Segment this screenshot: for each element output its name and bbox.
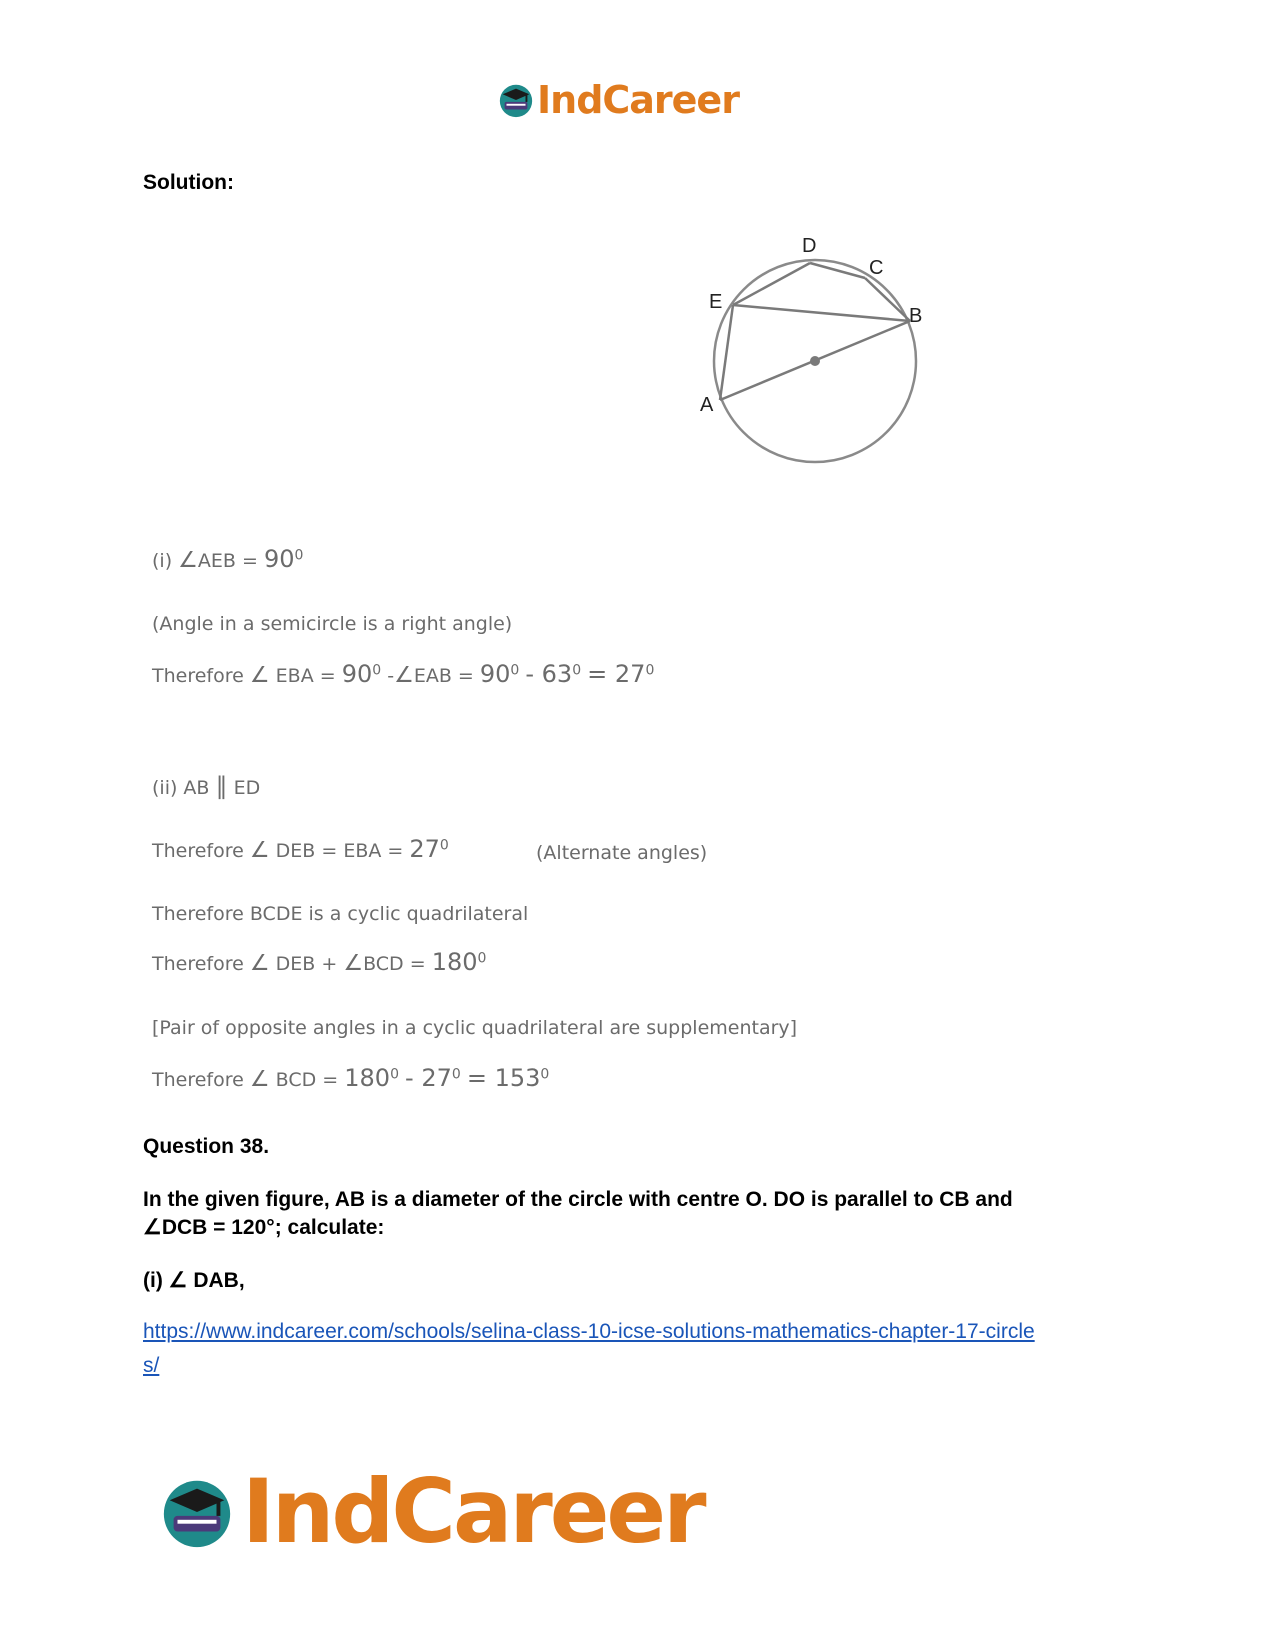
part-ii-line1 xyxy=(152,772,260,800)
degree-sup: 0 xyxy=(390,1066,399,1083)
angle-icon: ∠ xyxy=(343,951,364,976)
degree-sup: 0 xyxy=(372,662,382,679)
degree-sup: 0 xyxy=(451,1066,461,1083)
part-ii-line3: Therefore BCDE is a cyclic quadrilateral xyxy=(152,903,529,925)
label-c: C xyxy=(869,257,884,279)
value-27: = 27 xyxy=(587,660,646,688)
ed-text: ED xyxy=(233,777,261,799)
part-i-angle-aeb: AEB = xyxy=(197,550,258,572)
segment-cb xyxy=(865,278,910,321)
value-63: - 63 xyxy=(525,660,573,688)
header-logo-text: IndCareer xyxy=(537,78,739,122)
part-i-line3 xyxy=(152,660,654,688)
header-logo xyxy=(497,78,739,122)
source-link[interactable] xyxy=(143,1315,1035,1383)
question-part-i: (i) ∠ DAB, xyxy=(143,1269,245,1292)
label-d: D xyxy=(802,235,817,257)
angle-icon: ∠ xyxy=(249,838,270,863)
ab-text: (ii) AB xyxy=(152,777,210,799)
value-180: 180 xyxy=(344,1064,391,1092)
angle-bcd: BCD = xyxy=(275,1069,339,1091)
degree-sup: 0 xyxy=(572,662,582,679)
degree-sup: 0 xyxy=(540,1066,550,1083)
angle-icon: ∠ xyxy=(249,1067,270,1092)
label-a: A xyxy=(700,394,714,416)
angle-eba: EBA = xyxy=(275,665,336,687)
value-180: 180 xyxy=(431,948,478,976)
part-ii-line5: [Pair of opposite angles in a cyclic quadrilateral are supplementary] xyxy=(152,1017,798,1039)
angle-icon: ∠ xyxy=(249,663,270,688)
graduation-cap-icon xyxy=(497,81,535,119)
value-27: - 27 xyxy=(405,1064,452,1092)
source-link-line2[interactable]: s/ xyxy=(143,1354,160,1377)
value-27: 27 xyxy=(409,835,440,863)
therefore-word: Therefore xyxy=(152,840,244,862)
degree-sup: 0 xyxy=(477,950,487,967)
circle-figure xyxy=(690,228,940,473)
degree-sup: 0 xyxy=(439,837,449,854)
angle-bcd: BCD = xyxy=(363,953,426,975)
part-i-line1 xyxy=(152,545,303,573)
question-text-line2: ∠DCB = 120°; calculate: xyxy=(143,1216,385,1239)
parallel-icon: ∥ xyxy=(215,772,228,800)
solution-label: Solution: xyxy=(143,171,234,194)
part-ii-line6 xyxy=(152,1064,549,1092)
alternate-angles-note: (Alternate angles) xyxy=(536,842,708,864)
part-i-value: 90 xyxy=(263,545,295,573)
therefore-word: Therefore xyxy=(152,665,244,687)
label-e: E xyxy=(709,291,723,313)
value-90: 90 xyxy=(341,660,373,688)
degree-sup: 0 xyxy=(510,662,520,679)
minus-sign: - xyxy=(387,665,395,687)
segment-eb xyxy=(733,305,910,321)
source-link-line1[interactable]: https://www.indcareer.com/schools/selina-class-10-icse-solutions-mathematics-chapter-17-circle xyxy=(143,1320,1035,1343)
part-i-prefix: (i) xyxy=(152,550,173,572)
value-153: = 153 xyxy=(466,1064,541,1092)
centre-point xyxy=(810,356,820,366)
footer-logo-text: IndCareer xyxy=(242,1460,704,1563)
angle-deb-eba: DEB = EBA = xyxy=(275,840,404,862)
angle-eab: EAB = xyxy=(413,665,474,687)
value-90: 90 xyxy=(479,660,511,688)
segment-dc xyxy=(810,263,865,278)
degree-sup: 0 xyxy=(294,547,304,564)
graduation-cap-icon xyxy=(158,1473,236,1551)
degree-sup: 0 xyxy=(645,662,655,679)
therefore-word: Therefore xyxy=(152,1069,244,1091)
part-i-line2: (Angle in a semicircle is a right angle) xyxy=(152,613,513,635)
part-ii-line2 xyxy=(152,835,449,863)
part-ii-line4 xyxy=(152,948,486,976)
question-text-line1: In the given figure, AB is a diameter of the circle with centre O. DO is parallel to CB and xyxy=(143,1188,1013,1211)
angle-icon: ∠ xyxy=(178,548,198,573)
angle-icon: ∠ xyxy=(249,951,270,976)
label-b: B xyxy=(909,305,923,327)
angle-icon: ∠ xyxy=(394,663,414,688)
question-title: Question 38. xyxy=(143,1135,270,1158)
therefore-word: Therefore xyxy=(152,953,244,975)
footer-logo xyxy=(158,1460,704,1563)
angle-deb: DEB + xyxy=(275,953,338,975)
